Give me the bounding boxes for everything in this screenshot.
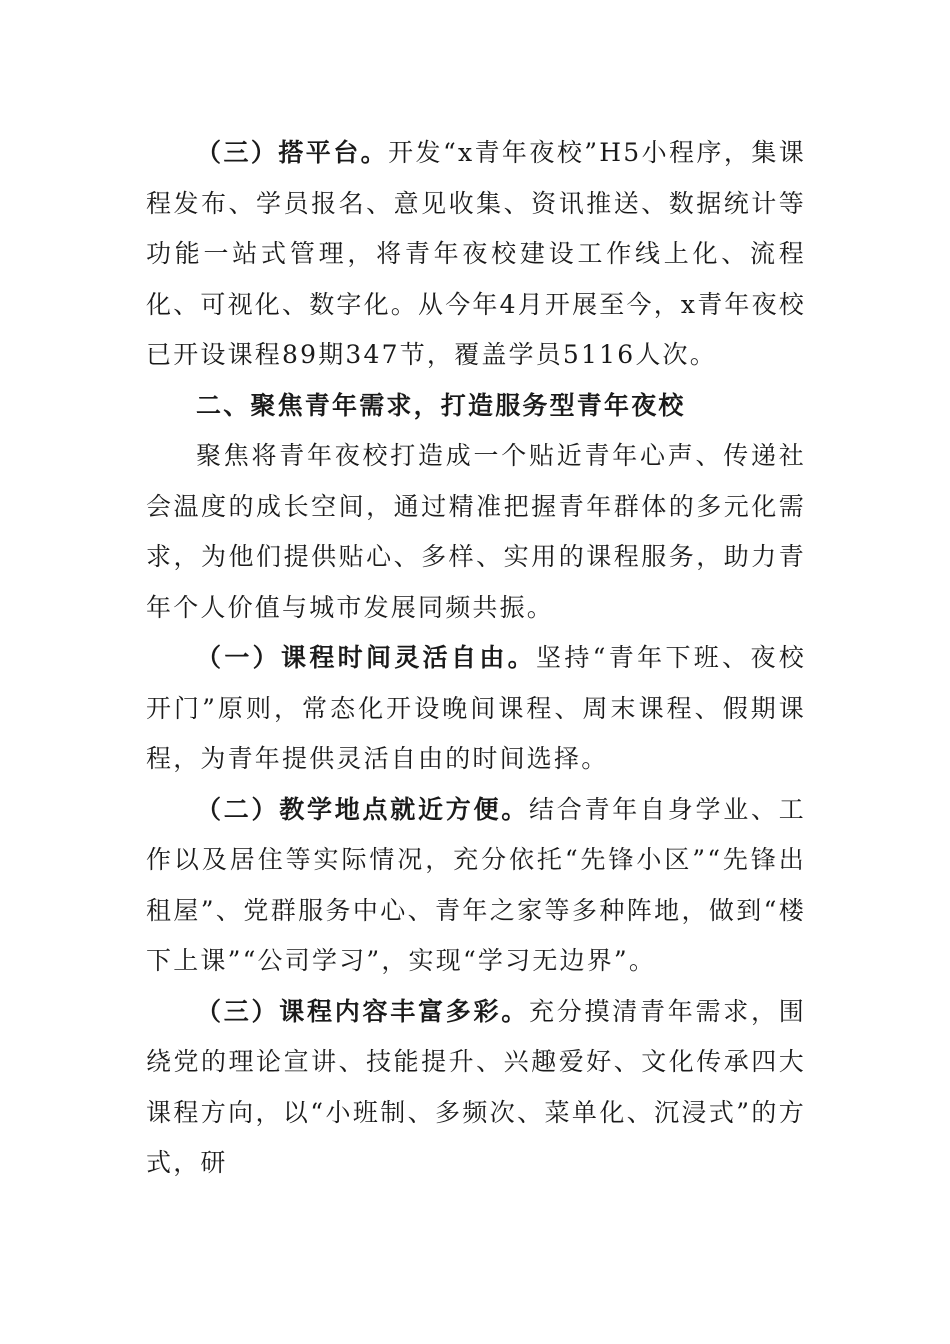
paragraph-text: 开发“x青年夜校”H5小程序，集课程发布、学员报名、意见收集、资讯推送、数据统计等功能一站式管理，将青年夜校建设工作线上化、流程化、可视化、数字化。从今年4月开展至今，x青年夜校已开设课程89期347节，覆盖学员5116人次。	[146, 138, 807, 369]
paragraph-build-platform	[146, 128, 806, 381]
paragraph-text: 充分摸清青年需求，围绕党的理论宣讲、技能提升、兴趣爱好、文化传承四大课程方向，以“小班制、多频次、菜单化、沉浸式”的方式，研	[146, 996, 806, 1177]
paragraph-section-intro	[146, 431, 806, 633]
paragraph-lead: （一）课程时间灵活自由。	[196, 643, 536, 672]
document-page	[146, 128, 806, 1189]
paragraph-convenient-location	[146, 785, 806, 987]
paragraph-flexible-time	[146, 633, 806, 785]
paragraph-text: 聚焦将青年夜校打造成一个贴近青年心声、传递社会温度的成长空间，通过精准把握青年群体的多元化需求，为他们提供贴心、多样、实用的课程服务，助力青年个人价值与城市发展同频共振。	[146, 441, 806, 622]
paragraph-text: 坚持“青年下班、夜校开门”原则，常态化开设晚间课程、周末课程、假期课程，为青年提供灵活自由的时间选择。	[146, 643, 806, 773]
paragraph-lead: （三）课程内容丰富多彩。	[196, 996, 530, 1026]
paragraph-text: 结合青年自身学业、工作以及居住等实际情况，充分依托“先锋小区”“先锋出租屋”、党群服务中心、青年之家等多种阵地，做到“楼下上课”“公司学习”，实现“学习无边界”。	[146, 794, 806, 975]
paragraph-lead: （三）搭平台。	[196, 138, 389, 167]
paragraph-rich-content	[146, 987, 806, 1189]
paragraph-lead: （二）教学地点就近方便。	[196, 794, 530, 824]
section-heading: 二、聚焦青年需求，打造服务型青年夜校	[196, 390, 686, 420]
